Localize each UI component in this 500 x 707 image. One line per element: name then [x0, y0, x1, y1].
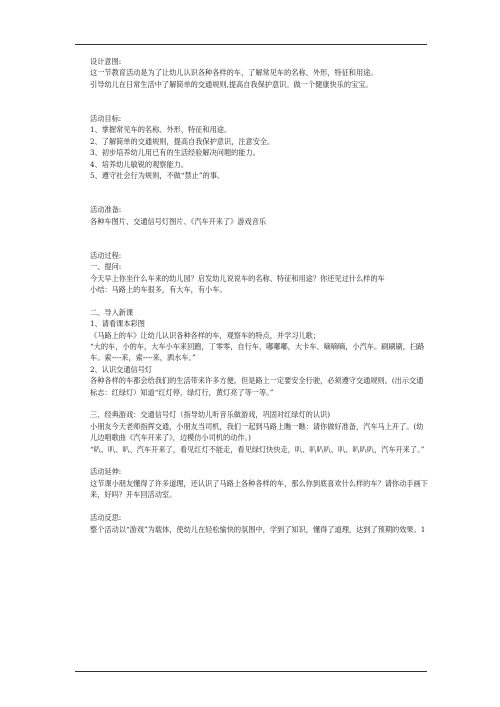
design-intent-paragraph-1: 这一节教育活动是为了让幼儿认识各种各样的车，了解常见车的名称、外形，特征和用途。 — [90, 68, 378, 78]
section-2-paragraph-2: 各种各样的车都会给我们的生活带来许多方便。但是路上一定要安全行驶，必须遵守交通规则。(出示交通标志：红绿灯）知道“红灯停，绿灯行，黄灯亮了等一等。” — [90, 376, 424, 397]
section-3-title: 三、经典游戏：交通信号灯（指导幼儿听音乐做游戏，巩固对红绿灯的认识) — [90, 410, 330, 420]
goal-item: 3、初步培养幼儿用已有的生活经验解决问题的能力。 — [90, 148, 260, 158]
section-3-paragraph-1: 小朋友今天老师指挥交通，小朋友当司机，我们一起到马路上瞧一瞧：请你做好准备，汽车马上开了。(幼儿边唱歌曲《汽车开来了》，边模仿小司机的动作。) — [90, 421, 424, 443]
document-body — [90, 56, 428, 535]
reflection-text: 整个活动以“游戏”为载体，使幼儿在轻松愉快的氛围中，学到了知识，懂得了道理，达到了预期的效果。1 — [90, 524, 426, 534]
process-heading: 活动过程: — [90, 250, 122, 260]
section-1-paragraph: 今天早上你坐什么车来的幼儿园？启发幼儿说说车的名称、特征和用途？你还见过什么样的车 — [90, 273, 385, 283]
header-rule — [75, 44, 427, 45]
design-intent-paragraph-2: 引导幼儿在日常生活中了解简单的交通规则,提高自我保护意识。做一个健康快乐的宝宝。 — [90, 79, 373, 89]
section-2-rhyme: “大的车，小的车，大车小车来回跑，丁零零，自行车，嘟嘟嘟，大卡车、嘀嘀嘀，小汽车。刷刷刷，扫路车。索----来，索----来，洒水车。” — [90, 342, 425, 363]
section-2-title: 二、导入新课 — [90, 307, 134, 317]
prep-heading: 活动准备: — [90, 205, 122, 215]
section-1-summary: 小结：马路上的车很多，有大车，有小车。 — [90, 285, 227, 295]
section-2-paragraph-1: 《马路上的车》让幼儿认识各种各样的车，观察车的特点，并学习儿歌； — [90, 330, 321, 340]
extension-text: 这节课小朋友懂得了许多道理，还认识了马路上各种各样的车，那么你到底喜欢什么样的车？请你动手画下来，好吗？开车回活动室。 — [90, 478, 428, 500]
prep-text: 各种车图片、交通信号灯图片、《汽车开来了》游戏音乐 — [90, 216, 267, 226]
section-3-song: “叭、叭、叭、汽车开来了，看见红灯不能走，看见绿灯快快走，叭、叭叭叭、叭、叭叭叭，汽车开来了。” — [90, 444, 425, 454]
footer-rule — [75, 671, 427, 672]
goal-item: 5、遵守社会行为规则，不做“禁止”的事。 — [90, 171, 225, 181]
section-2-step-1: 1、请看课本彩图 — [90, 319, 145, 329]
section-2-step-2: 2、认识交通信号灯 — [90, 364, 153, 374]
design-intent-heading: 设计意图: — [90, 57, 122, 66]
section-1-title: 一、提问: — [90, 262, 122, 272]
goal-item: 4、培养幼儿敏锐的观察能力。 — [90, 159, 189, 169]
goal-item: 2、了解简单的交通规则，提高自我保护意识，注意安全。 — [90, 136, 275, 146]
goals-heading: 活动目标: — [90, 114, 122, 123]
extension-heading: 活动延伸: — [90, 467, 122, 477]
goal-item: 1、掌握常见车的名称、外形，特征和用途。 — [90, 125, 232, 135]
reflection-heading: 活动反思: — [90, 513, 122, 523]
